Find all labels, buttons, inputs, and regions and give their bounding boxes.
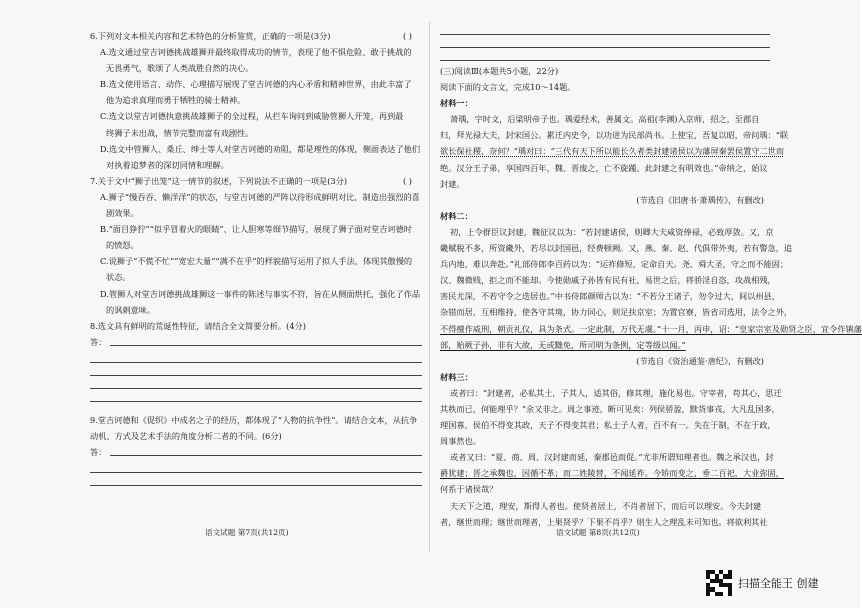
material-2-line: 汉、魏微贱，拒之而不能却。今使勋戚子孙皆有民有社，易世之后，将骄淫自恣，攻战相残，	[440, 275, 776, 286]
q6-option-a: A.选文通过堂吉诃德挑战雄狮并最终取得成功的情节，表现了他不惧危险、敢于挑战的	[100, 47, 412, 58]
q6-stem: 6.下列对文本相关内容和艺术特色的分析鉴赏，正确的一项是(3分) ( )	[90, 28, 422, 44]
material-3-line: 周事然也。	[440, 436, 481, 447]
q7-option-c-cont: 状态。	[106, 272, 131, 283]
q7-option-d-cont: 的讽刺意味。	[106, 304, 156, 315]
material-1-line: 封建。	[440, 178, 465, 189]
q6-option-b: B.选文使用语言、动作、心理描写展现了堂吉诃德的内心矛盾和精神世界，由此丰富了	[100, 79, 412, 90]
q9-answer-label: 答：	[90, 447, 107, 458]
q6-option-c-cont: 终狮子未出战，情节完整而富有戏剧性。	[106, 127, 254, 138]
material-2-line: 害民尤深，不若守令之迭居也。”中书侍郎颜师古以为：“不若分王诸子，勿令过大，间以州县，	[440, 291, 780, 302]
q8-stem: 8.选文具有鲜明的荒诞性特征，请结合全文简要分析。(4分)	[90, 320, 306, 331]
left-page-footer: 语文试题 第7页(共12页)	[205, 528, 289, 537]
q7-stem: 7.关于文中“狮子出笼”这一情节的叙述，下列说法不正确的一项是(3分) ( )	[90, 173, 422, 189]
material-3-line: 理国寡，侯伯不得变其政，天子不得变其君；私土子人者，百不有一。失在于制，不在于政，	[440, 420, 776, 431]
answer-line	[90, 362, 422, 363]
q7-option-a-cont: 剧效果。	[106, 208, 139, 219]
answer-line	[90, 401, 422, 402]
q7-option-b-cont: 的愤怒。	[106, 240, 139, 251]
right-page-footer: 语文试题 第8页(共12页)	[556, 528, 640, 537]
q7-option-c: C.说狮子“不慌不忙”“宽宏大量”“满不在乎”的样貌描写运用了拟人手法，体现其傲慢的	[100, 256, 413, 267]
q7-answer-bracket: ( )	[403, 175, 412, 186]
material-2-line: 部，贻厥子孙，非有大故，无或黜免，所司明为条例，定等级以闻。”	[440, 339, 686, 350]
q9-answer-area[interactable]	[90, 444, 422, 460]
answer-line	[90, 485, 422, 486]
answer-line	[440, 47, 770, 48]
answer-line	[90, 472, 422, 473]
material-2-line: 杂错而居，互相维持，使各守其境，协力同心，则足扶京室；为置官寮，皆省司选用，法令之外，	[440, 307, 793, 318]
material-1-title: 材料一：	[440, 98, 473, 109]
qr-code-icon	[706, 570, 732, 596]
material-3-title: 材料三：	[440, 371, 473, 382]
answer-line	[440, 60, 770, 61]
q6-answer-bracket: ( )	[403, 31, 412, 41]
material-3-line: 其秩而已，何能理乎？”余又非之。周之事迹，断可见矣：列侯骄盈，黩货事戎，大凡乱国多，	[440, 403, 780, 414]
answer-line	[90, 388, 422, 389]
section-heading: (三)阅读Ⅲ(本题共5小题，22分)	[440, 66, 559, 76]
q9-stem-cont: 动机、方式及艺术手法的角度分析二者的不同。(6分)	[90, 430, 282, 441]
material-1-source: (节选自《旧唐书·萧瑀传》，有删改)	[636, 194, 764, 205]
material-3-line: 者，继世而理；继世而理者，上果贤乎？下果不肖乎？则生人之理乱未可知也。将欲利其社	[440, 516, 768, 527]
material-1-line: 欲长保社稷，奈何？”瑀对曰：“三代有天下所以能长久者类封建诸侯以为藩屏秦罢侯置守二世而	[440, 146, 785, 157]
watermark-text: 扫描全能王 创建	[738, 577, 819, 590]
q7-option-b: B.“面目狰狞”“似乎冒着火的眼睛”、让人胆寒等细节描写，展现了狮子面对堂吉诃德时	[100, 224, 412, 235]
material-2-source: (节选自《资治通鉴·唐纪》，有删改)	[636, 355, 764, 366]
answer-line	[440, 34, 770, 35]
material-2-title: 材料二：	[440, 210, 473, 221]
material-2-line: 兵内地，难以奔赴。”礼部侍郎李百药以为：“运祚修短，定命自天。尧、舜大圣，守之而不能固；	[440, 259, 789, 270]
material-1-line: 绝。汉分王子弟，享国四百年，魏、晋废之，亡不旋踵。此封建之有明效也。”帝纳之，始议	[440, 162, 768, 173]
material-3-line: 爵犹建；晋之承魏也，因循不革；而二姓陵替，不闻延祚。今矫而变之，垂二百祀，大业弥固，	[440, 468, 784, 479]
q9-stem: 9.堂吉诃德和《促织》中成名之子的经历，都体现了“人物的抗争性”。请结合文本，从抗争	[90, 414, 418, 425]
material-3-line: 或者曰：“封建者，必私其土，子其人，适其俗，修其理，施化易也。守宰者，苟其心，思迁	[450, 387, 782, 398]
scanner-watermark	[706, 570, 819, 596]
q6-option-d: D.选文中管狮人、桑丘、绅士等人对堂吉诃德的劝阻，都是理性的体现，侧面表达了他们	[100, 143, 421, 154]
left-page	[90, 28, 422, 490]
q6-option-b-cont: 他为追求真理而勇于牺牲的骑士精神。	[106, 95, 246, 106]
answer-line	[110, 345, 422, 346]
material-3-line: 或者又曰：“夏、商、周、汉封建而延，秦郡邑而促。”尤非所谓知理者也。魏之承汉也，封	[450, 452, 774, 463]
answer-line	[110, 455, 422, 456]
material-2-line: 初，上令群臣议封建，魏征议以为：“若封建诸侯，则卿大夫咸资俸禄，必致厚敛。又，京	[450, 226, 774, 237]
q8-answer-label: 答：	[90, 336, 107, 347]
q6-option-d-cont: 对执着追梦者的深切同情和理解。	[106, 159, 229, 170]
section-instruction: 阅读下面的文言文，完成10～14题。	[440, 82, 576, 93]
material-3-line: 夫天下之道，理安，斯得人者也。使贤者居上，不肖者居下，而后可以理安。今夫封建	[450, 500, 762, 511]
q7-option-d: D.管狮人对堂吉诃德挑战雄狮这一事件的陈述与事实不符，旨在从侧面烘托，强化了作品	[100, 288, 421, 299]
material-1-line: 归，拜光禄大夫，封宋国公。累迁内史令，以功进为民部尚书。上使宝，吾复以昭，帝问瑀：“联	[440, 130, 789, 141]
answer-line	[90, 375, 422, 376]
q6-option-c: C.选文以堂吉诃德执意挑战雄狮子的全过程，从拦车询问到威胁管狮人开笼，再到最	[100, 111, 404, 122]
material-1-line: 萧瑀，字时文，后梁明帝子也。瑀爱经术，善属文。高祖(李渊)入京师，招之，至郡自	[450, 114, 760, 125]
q8-answer-area[interactable]	[90, 334, 422, 350]
page-fold-line	[429, 22, 430, 552]
q6-option-a-cont: 无畏勇气，歌颂了人类战胜自然的决心。	[106, 63, 254, 74]
right-page	[440, 28, 862, 530]
material-2-line: 不得擅作威刑，朝贡礼仪，具为条式。一定此制，万代无虞。”十一月，丙申，诏：“皇家宗室及勋贤之臣，宜令作镇藩	[440, 323, 862, 334]
material-3-line: 何系于诸侯哉？	[440, 484, 498, 495]
q7-option-a: A.狮子“慢吞吞、懒洋洋”的状态，与堂吉诃德的严阵以待形成鲜明对比，制造出强烈的喜	[100, 191, 420, 202]
material-2-line: 畿赋税不多，所资畿外，若尽以封国邑，经费顿阙。又，燕、秦、赵、代俱带外夷，若有警急，追	[440, 243, 793, 254]
